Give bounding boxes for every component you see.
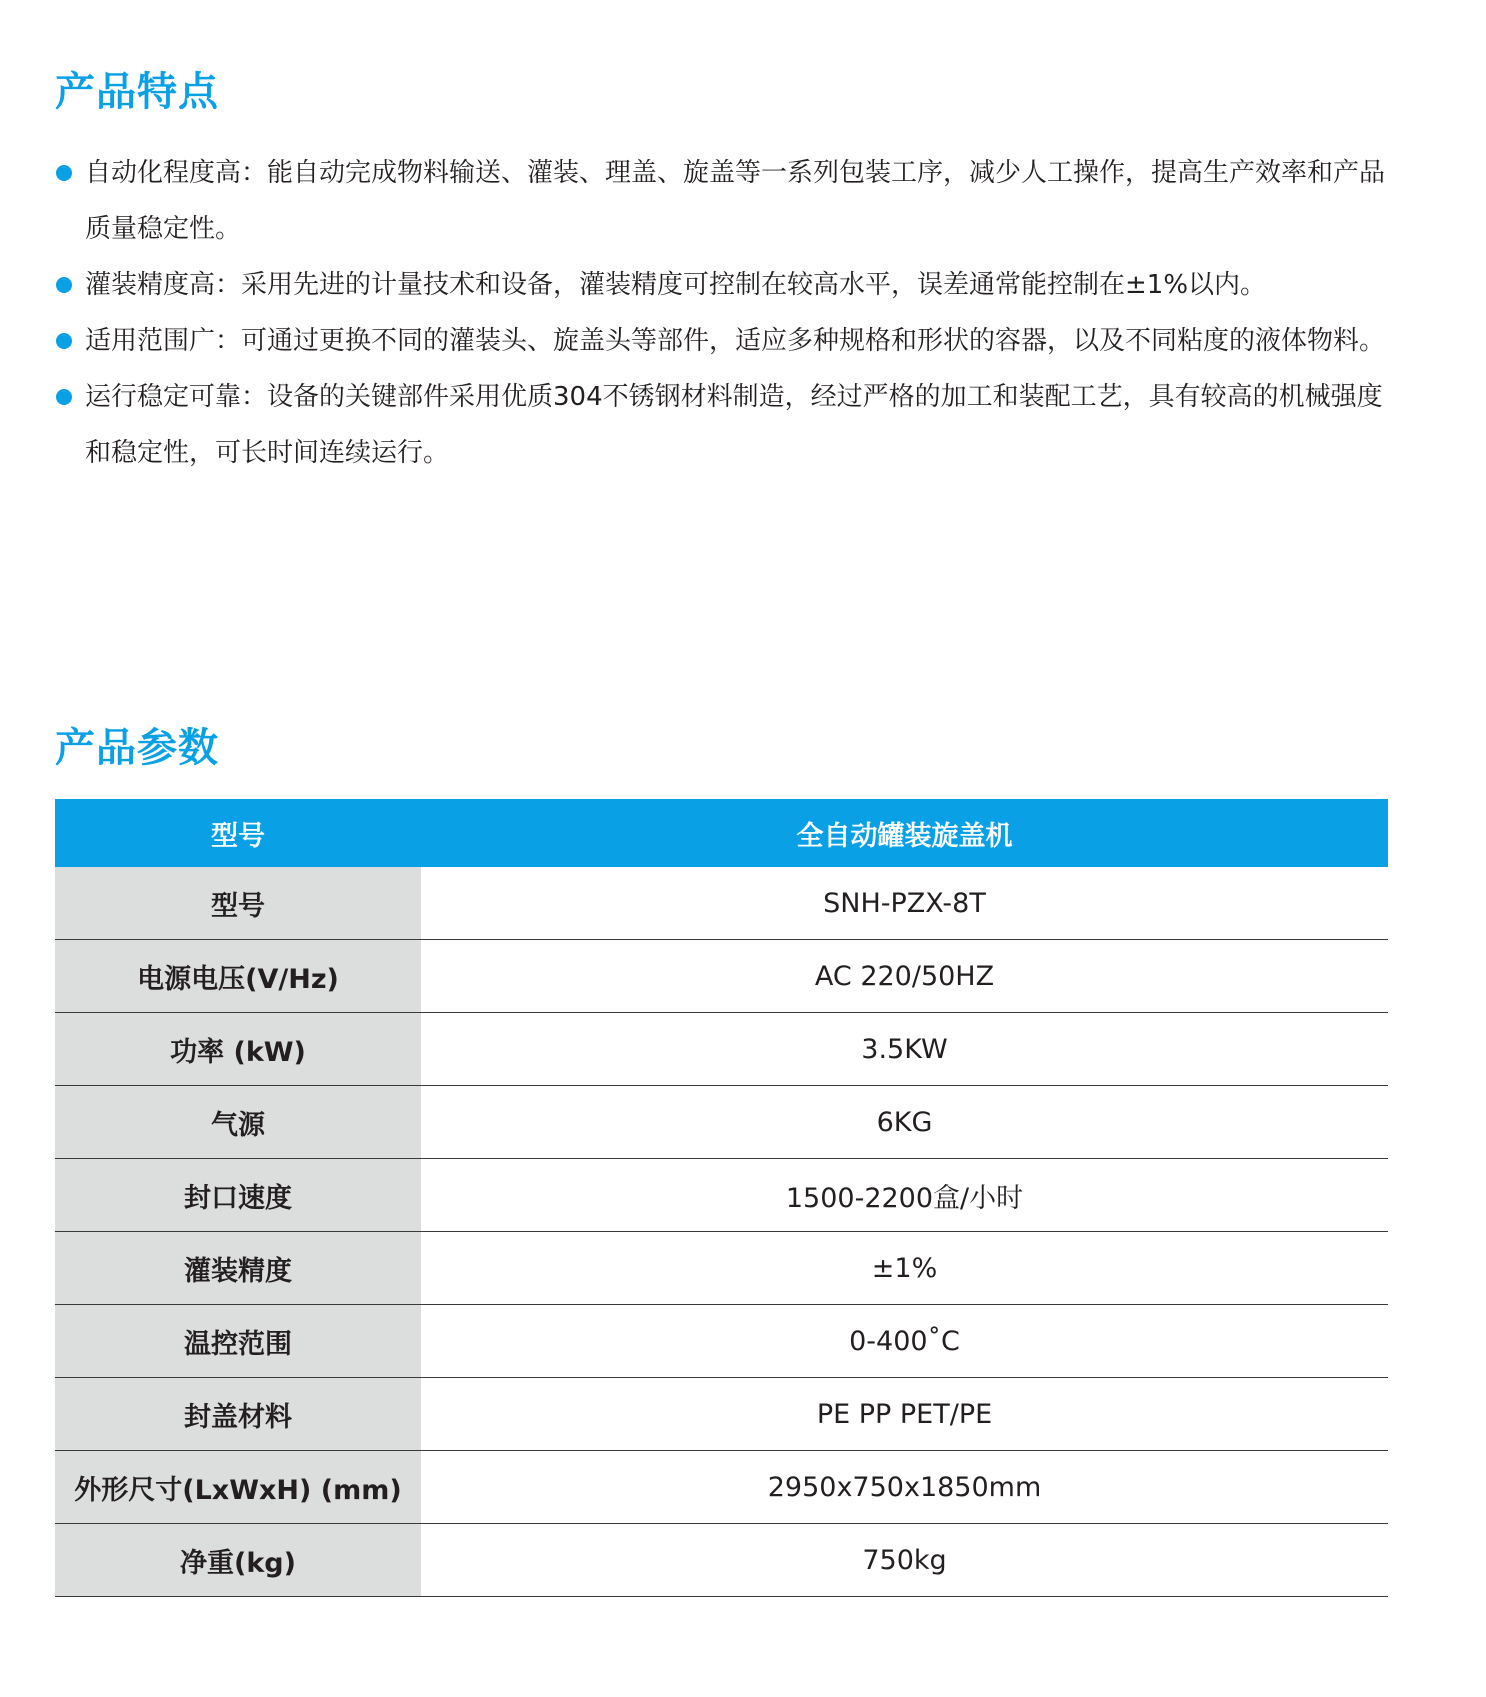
- spec-value: SNH-PZX-8T: [421, 867, 1388, 940]
- table-row: [55, 1451, 1388, 1524]
- spec-label: 气源: [55, 1086, 421, 1159]
- feature-text: 适用范围广：可通过更换不同的灌装头、旋盖头等部件，适应多种规格和形状的容器，以及不同粘度的液体物料。: [85, 326, 1386, 356]
- table-row: [55, 1305, 1388, 1378]
- spec-value: 750kg: [421, 1524, 1388, 1597]
- feature-text: 运行稳定可靠：设备的关键部件采用优质304不锈钢材料制造，经过严格的加工和装配工艺，具有较高的机械强度和稳定性，可长时间连续运行。: [85, 382, 1383, 468]
- spec-value: 3.5KW: [421, 1013, 1388, 1086]
- table-header-row: [55, 799, 1388, 867]
- table-row: [55, 1232, 1388, 1305]
- spec-value: PE PP PET/PE: [421, 1378, 1388, 1451]
- table-row: [55, 1159, 1388, 1232]
- table-row: [55, 867, 1388, 940]
- spec-label: 温控范围: [55, 1305, 421, 1378]
- table-row: [55, 1086, 1388, 1159]
- spec-value: ±1%: [421, 1232, 1388, 1305]
- header-value-cell: 全自动罐装旋盖机: [421, 799, 1388, 867]
- table-row: [55, 1013, 1388, 1086]
- spec-label: 电源电压(V/Hz): [55, 940, 421, 1013]
- table-row: [55, 940, 1388, 1013]
- bullet-dot-icon: [56, 165, 72, 181]
- bullet-dot-icon: [56, 277, 72, 293]
- table-row: [55, 1378, 1388, 1451]
- features-title: 产品特点: [55, 69, 219, 115]
- spec-label: 型号: [55, 867, 421, 940]
- feature-item: [55, 145, 1395, 257]
- table-row: [55, 1524, 1388, 1597]
- feature-text: 灌装精度高：采用先进的计量技术和设备，灌装精度可控制在较高水平，误差通常能控制在±1%以内。: [85, 270, 1267, 300]
- header-label-cell: 型号: [55, 799, 421, 867]
- feature-item: [55, 313, 1395, 369]
- spec-value: AC 220/50HZ: [421, 940, 1388, 1013]
- spec-label: 封口速度: [55, 1159, 421, 1232]
- spec-value: 1500-2200盒/小时: [421, 1159, 1388, 1232]
- features-list: [55, 145, 1395, 481]
- spec-label: 灌装精度: [55, 1232, 421, 1305]
- spec-label: 封盖材料: [55, 1378, 421, 1451]
- spec-label: 功率 (kW): [55, 1013, 421, 1086]
- feature-text: 自动化程度高：能自动完成物料输送、灌装、理盖、旋盖等一系列包装工序，减少人工操作，提高生产效率和产品质量稳定性。: [85, 158, 1386, 244]
- bullet-dot-icon: [56, 333, 72, 349]
- spec-label: 净重(kg): [55, 1524, 421, 1597]
- spec-value: 2950x750x1850mm: [421, 1451, 1388, 1524]
- params-title: 产品参数: [55, 725, 219, 771]
- spec-value: 0-400˚C: [421, 1305, 1388, 1378]
- feature-item: [55, 369, 1395, 481]
- bullet-dot-icon: [56, 389, 72, 405]
- spec-value: 6KG: [421, 1086, 1388, 1159]
- spec-label: 外形尺寸(LxWxH) (mm): [55, 1451, 421, 1524]
- spec-table: [55, 799, 1388, 1597]
- feature-item: [55, 257, 1395, 313]
